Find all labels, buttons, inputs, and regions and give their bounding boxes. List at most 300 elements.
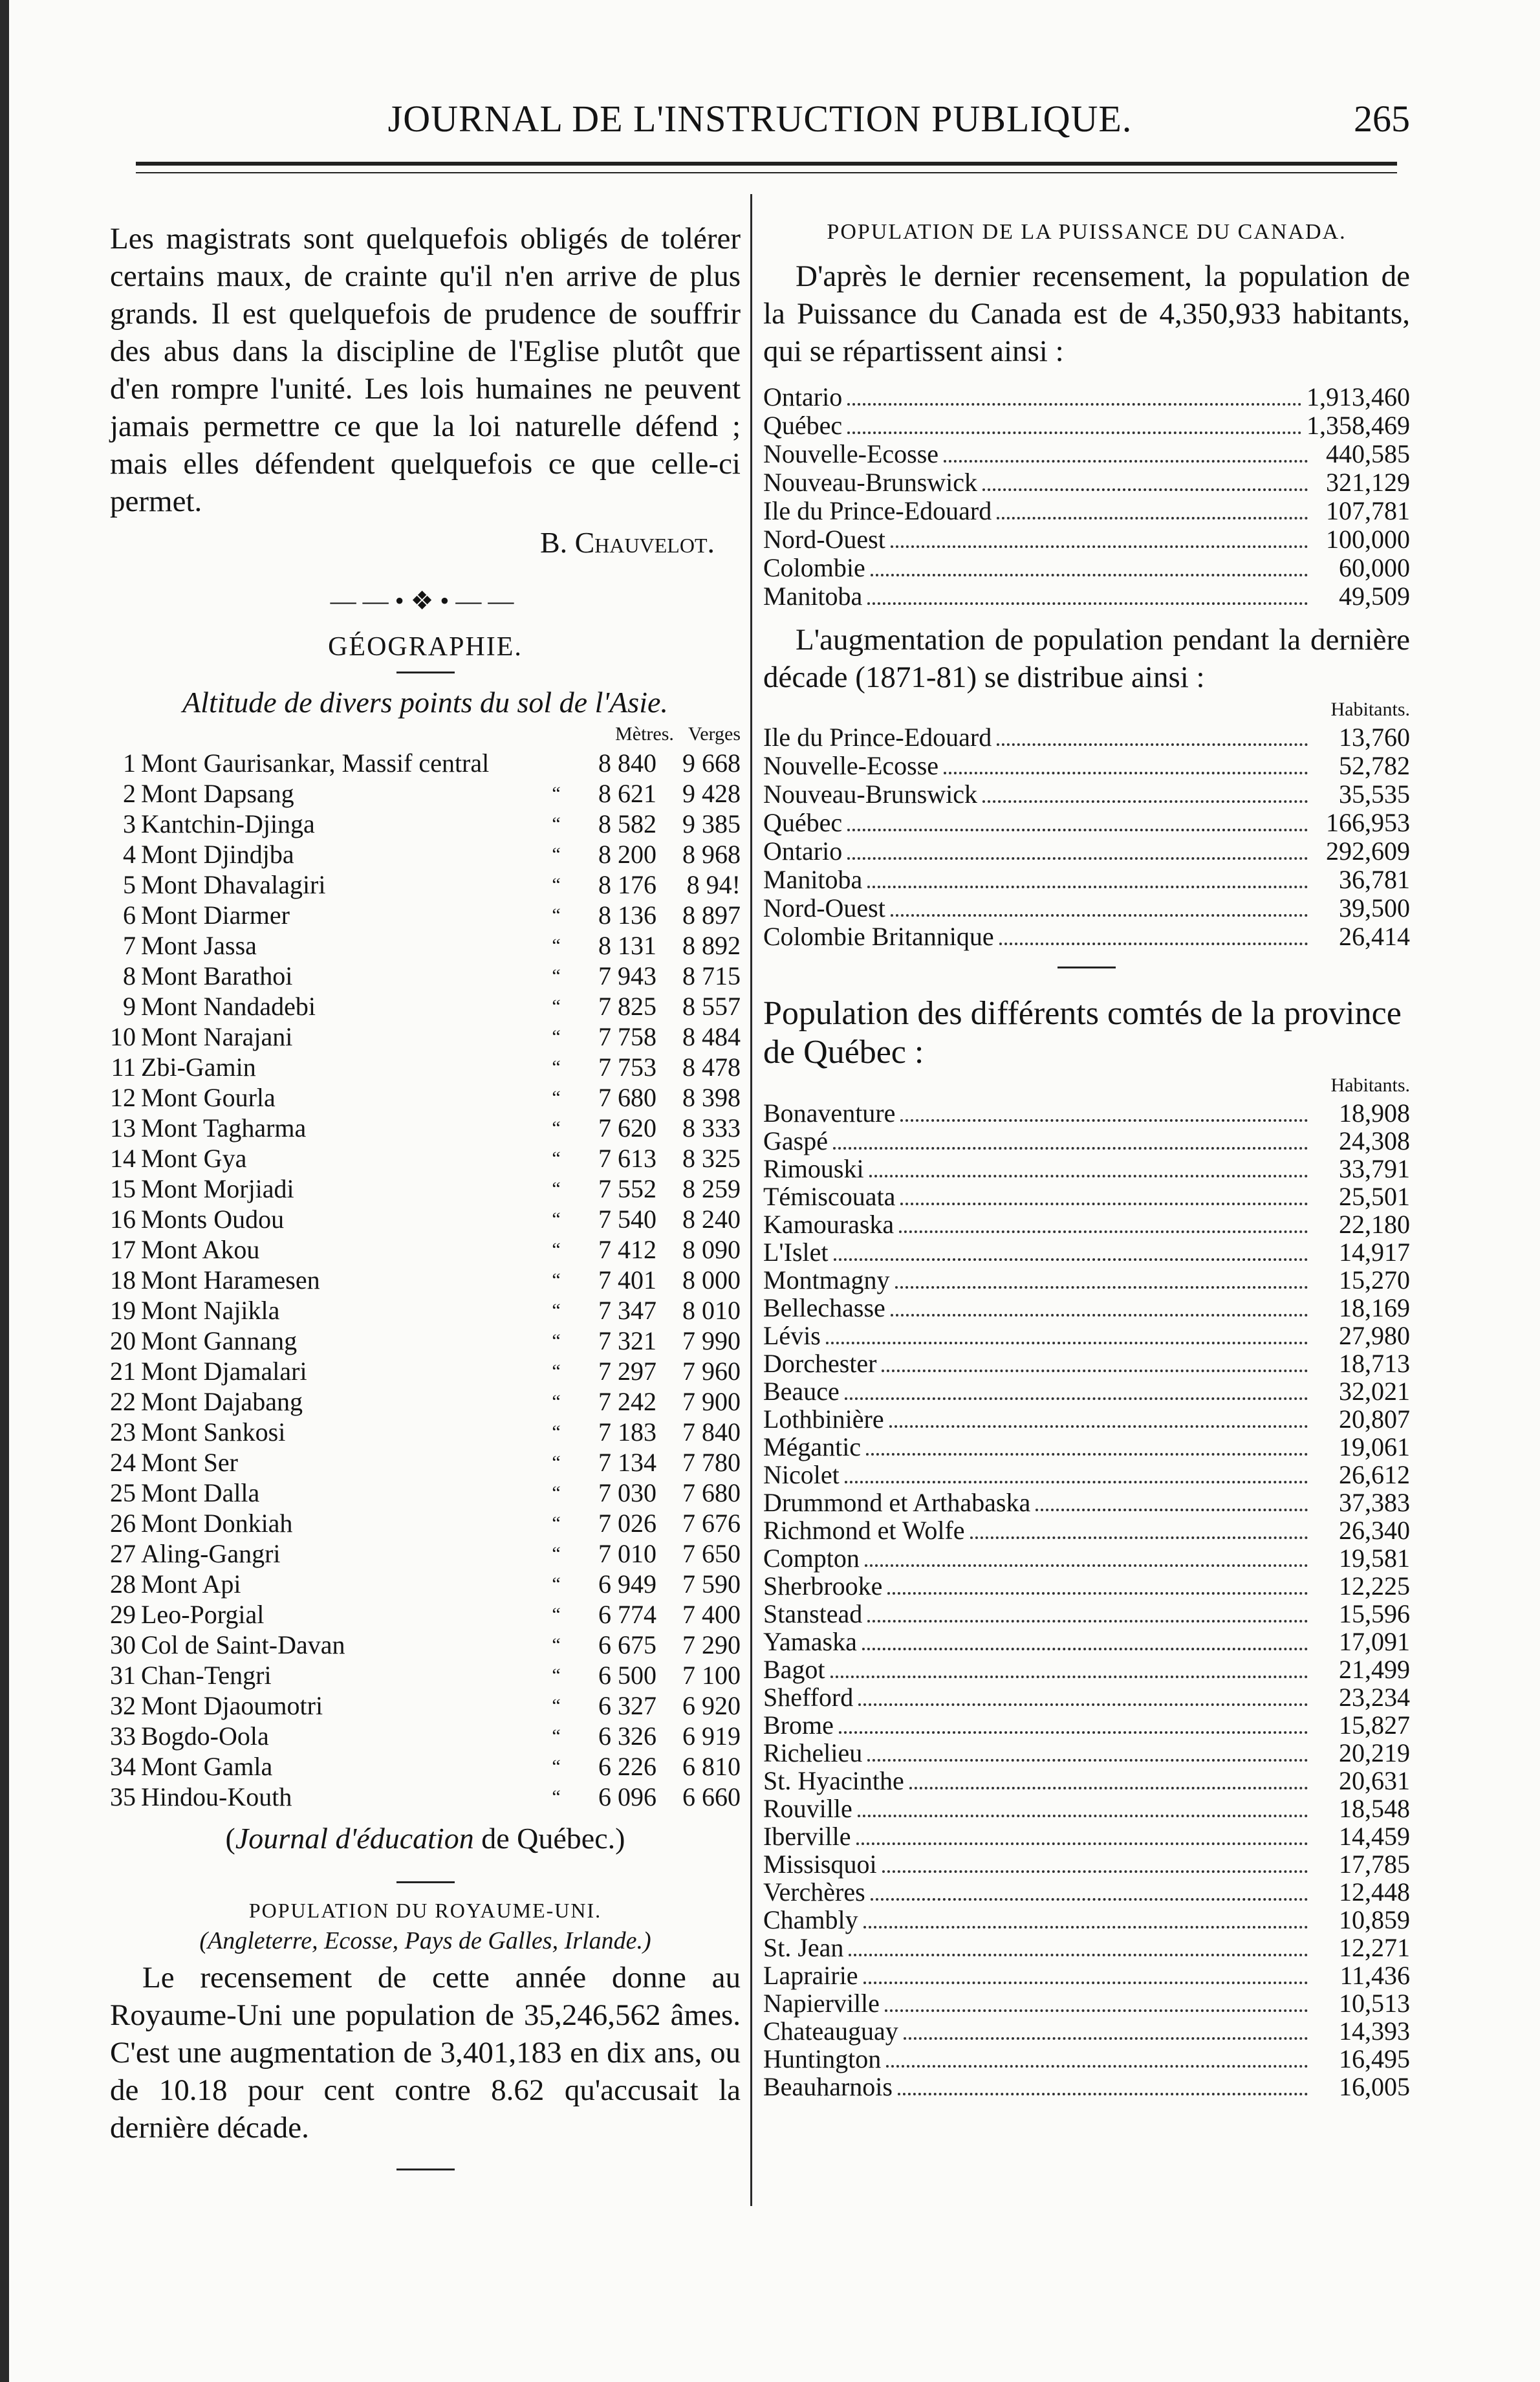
county-row-label: Brome xyxy=(763,1710,834,1740)
left-column xyxy=(110,220,741,2182)
altitude-number: 29 xyxy=(110,1600,136,1629)
altitude-metres: 7 540 xyxy=(598,1205,656,1234)
altitude-verges: 7 900 xyxy=(682,1387,741,1416)
province-row-label: Manitoba xyxy=(763,582,863,611)
mountain-name: Zbi-Gamin xyxy=(141,1053,256,1082)
county-row-value: 25,501 xyxy=(1339,1182,1410,1211)
county-row-value: 27,980 xyxy=(1339,1321,1410,1350)
province-row xyxy=(763,552,1410,581)
dot-leader xyxy=(863,1926,1308,1929)
dot-leader xyxy=(867,602,1308,605)
dot-leader xyxy=(867,1620,1308,1623)
mountain-name: Mont Dhavalagiri xyxy=(141,870,326,899)
county-row-label: Beauce xyxy=(763,1377,840,1406)
mountain-name: Kantchin-Djinga xyxy=(141,809,315,838)
county-row xyxy=(763,1181,1410,1209)
dot-leader xyxy=(1036,1509,1308,1511)
province-row xyxy=(763,496,1410,524)
county-row-value: 16,005 xyxy=(1339,2072,1410,2101)
altitude-verges: 6 810 xyxy=(682,1752,741,1781)
canada-heading: POPULATION DE LA PUISSANCE DU CANADA. xyxy=(827,220,1347,244)
altitude-verges: 6 919 xyxy=(682,1721,741,1751)
county-row xyxy=(763,1459,1410,1487)
county-row xyxy=(763,1821,1410,1849)
county-row xyxy=(763,1599,1410,1626)
ditto-mark: “ xyxy=(552,1360,561,1382)
county-row-label: Yamaska xyxy=(763,1627,857,1656)
altitude-metres: 8 176 xyxy=(598,870,656,899)
dot-leader xyxy=(862,1648,1308,1650)
altitude-verges: 8 715 xyxy=(682,961,741,990)
altitude-metres: 7 620 xyxy=(598,1113,656,1142)
increase-row-value: 36,781 xyxy=(1339,865,1410,894)
dot-leader xyxy=(999,943,1308,945)
dot-leader xyxy=(898,2093,1308,2095)
province-row xyxy=(763,467,1410,496)
county-row-label: Stanstead xyxy=(763,1599,863,1628)
county-row-label: Bellechasse xyxy=(763,1293,885,1322)
mountain-name: Mont Gamla xyxy=(141,1752,273,1781)
dot-leader xyxy=(904,2037,1308,2040)
altitude-verges: 8 325 xyxy=(682,1144,741,1173)
verges-header: Verges xyxy=(688,723,741,745)
mountain-name: Mont Nandadebi xyxy=(141,992,316,1021)
increase-row-value: 39,500 xyxy=(1339,893,1410,923)
header-rule xyxy=(136,162,1397,173)
mountain-name: Mont Djamalari xyxy=(141,1357,307,1386)
dot-leader xyxy=(845,1397,1308,1400)
mountain-name: Mont Donkiah xyxy=(141,1509,293,1538)
altitude-number: 14 xyxy=(110,1144,136,1173)
dot-leader xyxy=(867,886,1308,888)
dot-leader xyxy=(845,1481,1308,1483)
altitude-verges: 6 920 xyxy=(682,1691,741,1720)
county-row-value: 19,061 xyxy=(1339,1432,1410,1461)
altitude-row xyxy=(110,1508,741,1538)
altitude-row xyxy=(110,1630,741,1660)
mountain-name: Mont Ser xyxy=(141,1448,238,1477)
ditto-mark: “ xyxy=(552,904,561,926)
ditto-mark: “ xyxy=(552,843,561,865)
mountain-name: Hindou-Kouth xyxy=(141,1782,292,1811)
altitude-metres: 7 758 xyxy=(598,1022,656,1051)
altitude-number: 9 xyxy=(123,992,136,1021)
altitude-number: 12 xyxy=(110,1083,136,1112)
altitude-row xyxy=(110,1204,741,1234)
altitude-verges: 7 290 xyxy=(682,1630,741,1659)
mountain-name: Col de Saint-Davan xyxy=(141,1630,345,1659)
dot-leader xyxy=(944,460,1308,463)
habitants-label: Habitants. xyxy=(1330,699,1410,720)
mountain-name: Bogdo-Oola xyxy=(141,1721,269,1751)
province-row-label: Ontario xyxy=(763,382,843,411)
altitude-verges: 8 240 xyxy=(682,1205,741,1234)
county-row-label: Laprairie xyxy=(763,1961,858,1990)
altitude-metres: 6 226 xyxy=(598,1752,656,1781)
dot-leader xyxy=(891,1314,1308,1317)
ditto-mark: “ xyxy=(552,1694,561,1716)
county-row-label: Kamouraska xyxy=(763,1210,895,1239)
mountain-name: Mont Tagharma xyxy=(141,1113,307,1142)
altitude-metres: 8 621 xyxy=(598,779,656,808)
county-row xyxy=(763,1932,1410,1960)
increase-row xyxy=(763,807,1410,836)
county-row xyxy=(763,1293,1410,1320)
altitude-verges: 8 94! xyxy=(686,870,741,899)
mountain-name: Mont Api xyxy=(141,1569,241,1599)
ditto-mark: “ xyxy=(552,1390,561,1412)
county-row-value: 12,448 xyxy=(1339,1877,1410,1907)
ditto-mark: “ xyxy=(552,1542,561,1564)
altitude-metres: 6 096 xyxy=(598,1782,656,1811)
dot-leader xyxy=(847,403,1301,406)
altitude-number: 26 xyxy=(110,1509,136,1538)
province-row xyxy=(763,382,1410,410)
county-row-value: 26,612 xyxy=(1339,1460,1410,1489)
increase-row xyxy=(763,893,1410,921)
dot-leader xyxy=(858,1815,1308,1817)
ditto-mark: “ xyxy=(552,1603,561,1625)
county-row-label: Nicolet xyxy=(763,1460,840,1489)
mountain-name: Mont Morjiadi xyxy=(141,1174,294,1203)
source-journal: Journal d'éducation xyxy=(235,1822,474,1855)
mountain-name: Mont Gourla xyxy=(141,1083,276,1112)
increase-row xyxy=(763,722,1410,750)
altitude-metres: 7 010 xyxy=(598,1539,656,1568)
county-row-value: 20,219 xyxy=(1339,1738,1410,1767)
ditto-mark: “ xyxy=(552,1786,561,1808)
altitude-number: 31 xyxy=(110,1661,136,1690)
altitude-metres: 8 582 xyxy=(598,809,656,838)
dot-leader xyxy=(882,1870,1308,1873)
altitude-row xyxy=(110,1265,741,1295)
mountain-name: Mont Barathoi xyxy=(141,961,293,990)
county-row-label: Chateauguay xyxy=(763,2016,898,2046)
province-row-label: Québec xyxy=(763,411,843,440)
altitude-number: 4 xyxy=(123,840,136,869)
altitude-metres: 7 825 xyxy=(598,992,656,1021)
dot-leader xyxy=(887,1592,1308,1595)
county-row xyxy=(763,2071,1410,2099)
ditto-mark: “ xyxy=(552,1573,561,1595)
county-row-value: 22,180 xyxy=(1339,1210,1410,1239)
altitude-verges: 8 968 xyxy=(682,840,741,869)
canada-intro: D'après le dernier recensement, la population de la Puissance du Canada est de 4,350,933 habitants, qui se répartissent ainsi : xyxy=(763,259,1410,368)
dot-leader xyxy=(834,1258,1308,1261)
dot-leader xyxy=(944,772,1308,774)
ornament-divider: ——•❖•—— xyxy=(330,586,521,615)
mountain-name: Chan-Tengri xyxy=(141,1661,272,1690)
county-row xyxy=(763,1265,1410,1293)
county-row-value: 14,393 xyxy=(1339,2016,1410,2046)
ditto-mark: “ xyxy=(552,1299,561,1321)
increase-row-label: Ile du Prince-Edouard xyxy=(763,723,992,752)
county-row-label: Lothbinière xyxy=(763,1404,884,1434)
dot-leader xyxy=(858,1703,1308,1706)
habitants-label: Habitants. xyxy=(1330,1075,1410,1096)
altitude-metres: 7 613 xyxy=(598,1144,656,1173)
altitude-number: 24 xyxy=(110,1448,136,1477)
altitude-verges: 8 398 xyxy=(682,1083,741,1112)
altitude-number: 10 xyxy=(110,1022,136,1051)
county-row-value: 15,827 xyxy=(1339,1710,1410,1740)
short-rule xyxy=(396,1881,455,1883)
county-row xyxy=(763,1571,1410,1599)
altitude-verges: 7 990 xyxy=(682,1326,741,1355)
county-row-label: Bonaventure xyxy=(763,1098,896,1128)
journal-title: JOURNAL DE L'INSTRUCTION PUBLIQUE. xyxy=(387,98,1133,140)
dot-leader xyxy=(826,1342,1308,1344)
ditto-mark: “ xyxy=(552,813,561,835)
county-row-label: St. Jean xyxy=(763,1933,844,1962)
dot-leader xyxy=(982,488,1308,491)
county-row-value: 14,917 xyxy=(1339,1238,1410,1267)
altitude-metres: 7 183 xyxy=(598,1417,656,1447)
altitude-number: 30 xyxy=(110,1630,136,1659)
altitude-row xyxy=(110,1447,741,1478)
county-row-label: Verchères xyxy=(763,1877,865,1907)
altitude-number: 11 xyxy=(111,1053,136,1082)
mountain-name: Mont Djaoumotri xyxy=(141,1691,323,1720)
increase-row-value: 13,760 xyxy=(1339,723,1410,752)
county-row-value: 11,436 xyxy=(1339,1961,1410,1990)
altitude-verges: 7 960 xyxy=(682,1357,741,1386)
county-row xyxy=(763,1543,1410,1571)
dot-leader xyxy=(889,1425,1308,1428)
county-row xyxy=(763,1710,1410,1738)
ditto-mark: “ xyxy=(552,1147,561,1169)
county-row-label: Huntington xyxy=(763,2044,882,2073)
altitude-row xyxy=(110,1022,741,1052)
altitude-row xyxy=(110,1478,741,1508)
altitude-verges: 7 400 xyxy=(682,1600,741,1629)
county-row xyxy=(763,1905,1410,1932)
dot-leader xyxy=(891,914,1308,917)
province-row-value: 60,000 xyxy=(1339,553,1410,582)
altitude-number: 22 xyxy=(110,1387,136,1416)
altitude-verges: 7 780 xyxy=(682,1448,741,1477)
county-row xyxy=(763,1376,1410,1404)
altitude-verges: 8 090 xyxy=(682,1235,741,1264)
ditto-mark: “ xyxy=(552,1634,561,1655)
mountain-name: Mont Najikla xyxy=(141,1296,280,1325)
dot-leader xyxy=(982,800,1308,803)
counties-list xyxy=(763,1098,1410,2099)
page-number: 265 xyxy=(1354,98,1410,140)
county-row-value: 17,091 xyxy=(1339,1627,1410,1656)
province-row-value: 100,000 xyxy=(1326,525,1410,554)
county-row xyxy=(763,1515,1410,1543)
dot-leader xyxy=(869,1175,1308,1177)
altitude-metres: 7 943 xyxy=(598,961,656,990)
province-row-label: Nouvelle-Ecosse xyxy=(763,439,939,468)
dot-leader xyxy=(970,1536,1308,1539)
altitude-metres: 8 840 xyxy=(598,748,656,778)
altitude-verges: 8 484 xyxy=(682,1022,741,1051)
dot-leader xyxy=(833,1147,1308,1150)
dot-leader xyxy=(863,1982,1308,1984)
altitude-metres: 6 327 xyxy=(598,1691,656,1720)
altitude-row xyxy=(110,748,741,778)
altitude-metres: 7 030 xyxy=(598,1478,656,1507)
altitude-metres: 6 326 xyxy=(598,1721,656,1751)
dot-leader xyxy=(847,857,1308,860)
county-row-label: Shefford xyxy=(763,1683,854,1712)
ditto-mark: “ xyxy=(552,995,561,1017)
increase-row-value: 26,414 xyxy=(1339,922,1410,951)
county-row xyxy=(763,1348,1410,1376)
altitude-number: 16 xyxy=(110,1205,136,1234)
altitude-metres: 8 200 xyxy=(598,840,656,869)
uk-paragraph: Le recensement de cette année donne au Royaume-Uni une population de 35,246,562 âmes. C'est une augmentation de 3,401,183 en dix ans, ou de 10.18 pour cent contre 8.62 qu'accusait la dernière décade. xyxy=(110,1961,741,2145)
county-row-label: Chambly xyxy=(763,1905,858,1934)
county-row xyxy=(763,1738,1410,1765)
altitude-number: 15 xyxy=(110,1174,136,1203)
geography-heading: GÉOGRAPHIE. xyxy=(328,632,523,662)
increases-list xyxy=(763,722,1410,950)
county-row-label: Missisquoi xyxy=(763,1850,877,1879)
ditto-mark: “ xyxy=(552,873,561,895)
mountain-name: Mont Gaurisankar, Massif central xyxy=(141,748,490,778)
altitude-metres: 6 774 xyxy=(598,1600,656,1629)
dot-leader xyxy=(882,1370,1308,1372)
altitude-metres: 7 412 xyxy=(598,1235,656,1264)
province-row xyxy=(763,439,1410,467)
county-row-value: 18,713 xyxy=(1339,1349,1410,1378)
provinces-list xyxy=(763,382,1410,609)
province-row-value: 1,358,469 xyxy=(1307,411,1410,440)
altitude-row xyxy=(110,1599,741,1630)
ditto-mark: “ xyxy=(552,1269,561,1291)
altitude-metres: 6 949 xyxy=(598,1569,656,1599)
increase-row xyxy=(763,750,1410,779)
mountain-name: Mont Haramesen xyxy=(141,1265,320,1295)
altitude-number: 27 xyxy=(110,1539,136,1568)
altitude-number: 2 xyxy=(123,779,136,808)
altitude-row xyxy=(110,1082,741,1113)
county-row-label: St. Hyacinthe xyxy=(763,1766,904,1795)
increase-row-value: 166,953 xyxy=(1326,808,1410,837)
altitude-row xyxy=(110,1143,741,1174)
county-row-value: 10,513 xyxy=(1339,1989,1410,2018)
increase-row xyxy=(763,779,1410,807)
altitude-verges: 8 333 xyxy=(682,1113,741,1142)
altitude-row xyxy=(110,1690,741,1721)
mountain-name: Mont Narajani xyxy=(141,1022,293,1051)
source-rest: de Québec.) xyxy=(481,1822,625,1855)
county-row-label: Dorchester xyxy=(763,1349,877,1378)
mountain-name: Monts Oudou xyxy=(141,1205,285,1234)
increase-row-label: Nouveau-Brunswick xyxy=(763,780,978,809)
ditto-mark: “ xyxy=(552,1208,561,1230)
page-edge xyxy=(0,0,9,2382)
uk-subtitle: (Angleterre, Ecosse, Pays de Galles, Irlande.) xyxy=(199,1927,651,1954)
county-row-label: Iberville xyxy=(763,1822,851,1851)
dot-leader xyxy=(885,2009,1308,2012)
county-row-value: 18,169 xyxy=(1339,1293,1410,1322)
short-rule xyxy=(1057,967,1116,968)
county-row-value: 20,631 xyxy=(1339,1766,1410,1795)
ditto-mark: “ xyxy=(552,1056,561,1078)
province-row-value: 1,913,460 xyxy=(1307,382,1410,411)
altitude-verges: 6 660 xyxy=(682,1782,741,1811)
altitude-verges: 7 100 xyxy=(682,1661,741,1690)
dot-leader xyxy=(830,1676,1308,1678)
altitude-number: 25 xyxy=(110,1478,136,1507)
altitude-number: 6 xyxy=(123,901,136,930)
altitude-number: 18 xyxy=(110,1265,136,1295)
county-row-value: 18,908 xyxy=(1339,1098,1410,1128)
altitude-metres: 7 026 xyxy=(598,1509,656,1538)
ditto-mark: “ xyxy=(552,1451,561,1473)
altitude-subtitle: Altitude de divers points du sol de l'Asie. xyxy=(182,686,668,719)
altitude-row xyxy=(110,839,741,869)
mountain-name: Mont Djindjba xyxy=(141,840,294,869)
province-row-value: 440,585 xyxy=(1326,439,1410,468)
county-row-value: 16,495 xyxy=(1339,2044,1410,2073)
short-rule xyxy=(396,2169,455,2170)
altitude-metres: 7 401 xyxy=(598,1265,656,1295)
altitude-row xyxy=(110,1721,741,1751)
county-row-value: 10,859 xyxy=(1339,1905,1410,1934)
altitude-verges: 9 668 xyxy=(682,748,741,778)
right-column xyxy=(763,220,1410,2099)
altitude-row xyxy=(110,809,741,839)
county-row-value: 32,021 xyxy=(1339,1377,1410,1406)
province-row-label: Ile du Prince-Edouard xyxy=(763,496,992,525)
ditto-mark: “ xyxy=(552,1329,561,1351)
altitude-row xyxy=(110,1326,741,1356)
dot-leader xyxy=(997,743,1308,746)
altitude-verges: 8 259 xyxy=(682,1174,741,1203)
dot-leader xyxy=(899,1230,1308,1233)
altitude-verges: 7 590 xyxy=(682,1569,741,1599)
altitude-row xyxy=(110,961,741,991)
county-row xyxy=(763,1793,1410,1821)
mountain-name: Leo-Porgial xyxy=(141,1600,265,1629)
county-row-value: 19,581 xyxy=(1339,1544,1410,1573)
mountain-name: Mont Sankosi xyxy=(141,1417,286,1447)
altitude-metres: 8 136 xyxy=(598,901,656,930)
county-row-label: Rouville xyxy=(763,1794,852,1823)
altitude-verges: 7 680 xyxy=(682,1478,741,1507)
province-row-label: Colombie xyxy=(763,553,865,582)
dot-leader xyxy=(871,574,1308,576)
altitude-number: 17 xyxy=(110,1235,136,1264)
altitude-number: 13 xyxy=(110,1113,136,1142)
altitude-row xyxy=(110,1234,741,1265)
short-rule xyxy=(396,672,455,673)
county-row xyxy=(763,1682,1410,1710)
mountain-name: Mont Dalla xyxy=(141,1478,260,1507)
dot-leader xyxy=(847,829,1308,831)
increase-row-label: Colombie Britannique xyxy=(763,922,994,951)
altitude-number: 35 xyxy=(110,1782,136,1811)
mountain-name: Aling-Gangri xyxy=(141,1539,281,1568)
county-row-value: 17,785 xyxy=(1339,1850,1410,1879)
ditto-mark: “ xyxy=(552,1177,561,1199)
ditto-mark: “ xyxy=(552,1086,561,1108)
dot-leader xyxy=(900,1119,1308,1122)
dot-leader xyxy=(891,545,1308,548)
increase-row-value: 35,535 xyxy=(1339,780,1410,809)
ditto-mark: “ xyxy=(552,965,561,987)
county-row-value: 26,340 xyxy=(1339,1516,1410,1545)
altitude-table xyxy=(110,748,741,1812)
county-row-value: 12,271 xyxy=(1339,1933,1410,1962)
county-row xyxy=(763,1432,1410,1459)
county-row-label: Mégantic xyxy=(763,1432,862,1461)
